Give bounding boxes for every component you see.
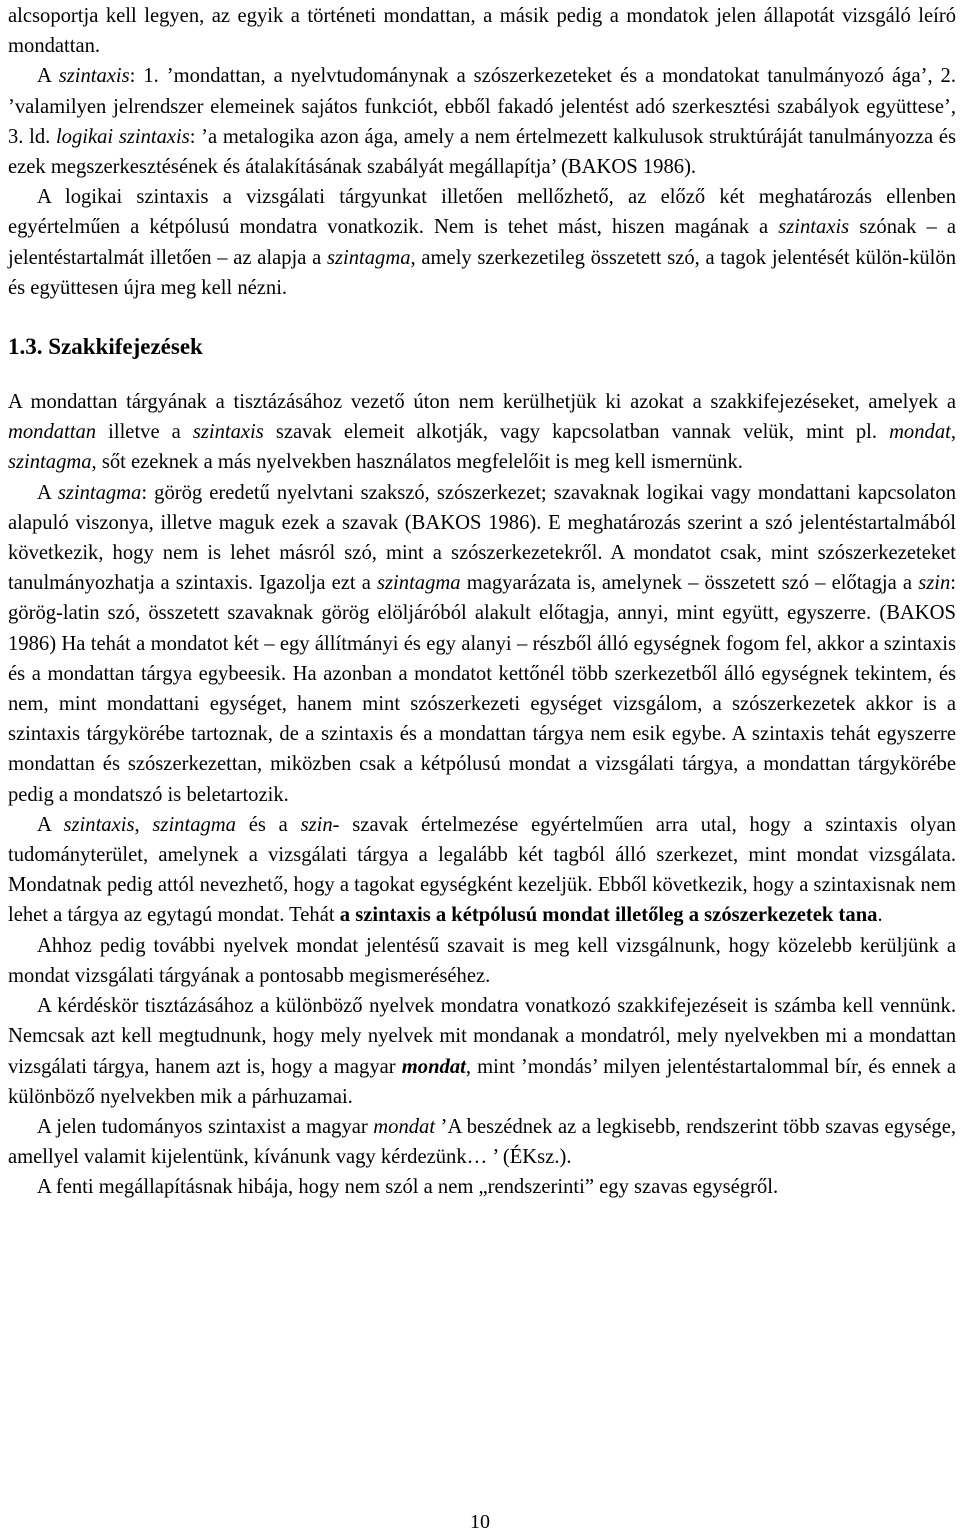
italic-term: szintagma [326,246,411,269]
text-run: szónak – a jelentéstartalmát illetően – az alapja a [8,216,956,269]
text-run: A mondattan tárgyának a tisztázásához vezető úton nem kerülhetjük ki azokat a szakkifejezéseket, amelyek a [8,391,956,414]
italic-term: mondat [373,1115,436,1138]
text-run: . [877,904,883,927]
text-run: magyarázata is, amelynek – összetett szó – előtagja a [460,572,919,595]
text-run: : görög-latin szó, összetett szavaknak görög elöljáróból alakult előtagja, annyi, mint együtt, egyszerre. (BAKOS 1986) Ha tehát a mondatot két – egy állítmányi és egy alanyi – részből álló egységnek fogom fel, akkor a szintaxis és a mondattan tárgya egybeesik. Ha azonban a mondatot kettőnél több szerkezetből álló egységnek tekintem, és nem, mint mondattani egységet, hanem mint szószerkezeti egységet vizsgálom, a szószerkezetek akkor is a szintaxis tárgykörébe tartoznak, de a szintaxis és a mondattan tárgya nem esik egybe. A szintaxis tehát egyszerre mondattan és szószerkezettan, miközben csak a kétpólusú mondat a vizsgálati tárgya, a mondattan tárgykörébe pedig a mondatszó is beletartozik. [8,572,956,806]
text-run: A kérdéskör tisztázásához a különböző nyelvek mondatra vonatkozó szakkifejezéseit is számba kell vennünk. Nemcsak azt kell megtudnunk, hogy mely nyelvek mit mondanak a mondatról, mely nyelvekben mi a mondattan vizsgálati tárgya, hanem azt is, hogy a magyar [8,995,956,1078]
italic-term: szintagma [377,572,461,595]
text-run: A [37,813,64,836]
text-run: , [950,421,956,444]
document-page [8,0,956,1203]
paragraph [8,61,956,182]
text-run: : görög eredetű nyelvtani szakszó, szószerkezet; szavaknak logikai vagy mondattani kapcsolaton alapuló viszonya, illetve maguk ezek a szavak (BAKOS 1986). E meghatározás szerint a szó jelentéstartalmából következik, hogy nem is lehet másról szó, mint a szószerkezetekről. A mondatot csak, mint szószerkezeteket tanulmányozhatja a szintaxis. Igazolja ezt a [8,481,956,595]
text-run: A logikai szintaxis a vizsgálati tárgyunkat illetően mellőzhető, az előző két meghatározás ellenben egyértelműen a kétpólusú mondatra vonatkozik. Nem is tehet mást, hiszen magának a [8,186,956,239]
text-run: A fenti megállapításnak hibája, hogy nem szól a nem „rendszerinti” egy szavas egységről. [37,1176,779,1199]
italic-term: szintagma [57,481,142,504]
text-run: ’A beszédnek az a legkisebb, rendszerint több szavas egysége, amellyel valamit kijelentünk, kívánunk vagy kérdezünk… ’ (ÉKsz.). [8,1115,956,1169]
text-run: : 1. ’mondattan, a nyelvtudománynak a szószerkezeteket és a mondatokat tanulmányozó ága’, 2. ’valamilyen jelrendszer elemeinek sajátos funkciót, ebből fakadó jelentést adó szerkesztési szabályok együttese’, 3. ld. [8,65,956,148]
italic-term: szintaxis [58,65,130,88]
paragraph [8,1172,956,1202]
paragraph [8,810,956,931]
italic-term: mondattan [8,421,97,444]
italic-term: mondat [401,1055,466,1078]
text-run: szavak elemeit alkotják, vagy kapcsolatban vannak velük, mint pl. [263,421,890,444]
text-run: szavak értelmezése egyértelműen arra utal, hogy a szintaxis olyan tudományterület, amelynek a vizsgálati tárgya a legalább két tagból álló szerkezet, mint mondat vizsgálata. Mondatnak pedig attól nevezhető, hogy a tagokat egységként kezeljük. Ebből következik, hogy a szintaxisnak nem lehet a tárgya az egytagú mondat. Tehát [8,813,956,927]
italic-term: szintaxis [63,813,135,836]
italic-term: szin- [300,813,340,836]
text-run: , [134,813,153,836]
paragraph [8,931,956,991]
text-run: , mint ’mondás’ milyen jelentéstartalommal bír, és ennek a különböző nyelvekben mik a párhuzamai. [8,1055,956,1108]
italic-term: szintaxis [192,421,264,444]
paragraph [8,182,956,303]
bold-text: a szintaxis a kétpólusú mondat illetőleg a szószerkezetek tana [339,904,878,927]
italic-term: szintagma [8,451,92,474]
page-number: 10 [470,1511,490,1533]
italic-term: szintaxis [778,216,850,239]
text-run: Ahhoz pedig további nyelvek mondat jelentésű szavait is meg kell vizsgálnunk, hogy közelebb kerüljünk a mondat vizsgálati tárgyának a pontosabb megismeréséhez. [8,934,956,987]
text-run: illetve a [96,421,193,444]
italic-term: szintagma [152,813,236,836]
text-run: : ’a metalogika azon ága, amely a nem értelmezett kalkulusok struktúráját tanulmányozza és ezek megszerkesztésének és átalakításának szabályát megállapítja’ (BAKOS 1986). [8,125,956,179]
heading-spacer [8,367,956,387]
paragraph [8,478,956,810]
text-run: A jelen tudományos szintaxist a magyar [37,1115,374,1138]
text-run: A [37,481,58,504]
text-run: és a [235,813,301,836]
text-run: alcsoportja kell legyen, az egyik a történeti mondattan, a másik pedig a mondatok jelen állapotát vizsgáló leíró mondattan. [8,5,956,58]
text-run: , sőt ezeknek a más nyelvekben használatos megfelelőit is meg kell ismernünk. [91,451,743,474]
paragraph [8,1,956,61]
section-heading: 1.3. Szakkifejezések [8,334,203,360]
intro-text [8,0,956,303]
paragraph [8,991,956,1112]
text-run: A [37,65,59,88]
section-body [8,387,956,1202]
italic-term: szin [918,572,951,595]
text-run: , amely szerkezetileg összetett szó, a tagok jelentését külön-külön és együttesen újra meg kell nézni. [8,246,956,299]
italic-term: mondat [889,421,951,444]
paragraph [8,1112,956,1172]
paragraph [8,387,956,478]
italic-term: logikai szintaxis [55,125,190,148]
